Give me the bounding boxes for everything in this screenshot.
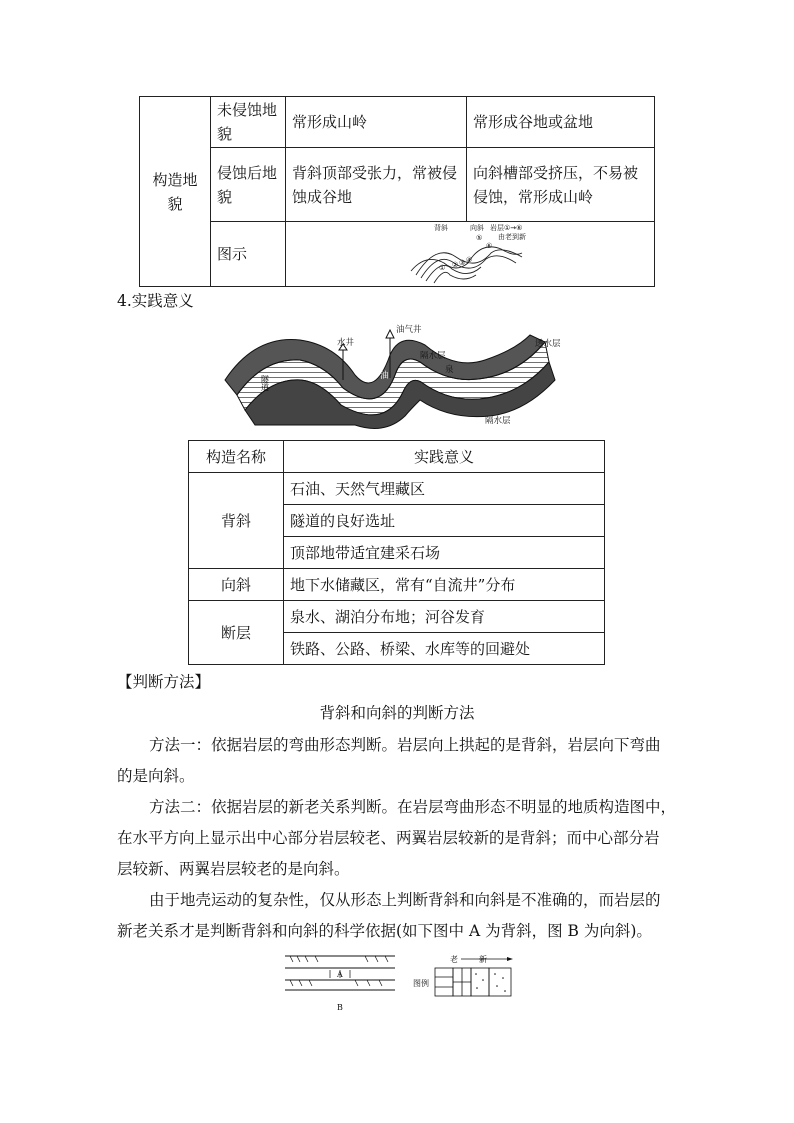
label-b: B [337, 1003, 343, 1012]
label-syncline: 向斜 [470, 224, 484, 232]
legend-old: 老 [450, 955, 458, 964]
table-cell: 地下水储藏区，常有“自流井”分布 [284, 569, 605, 601]
table-header: 实践意义 [284, 441, 605, 473]
group-name: 背斜 [189, 473, 284, 569]
label-aquiclude-1: 隔水层 [420, 351, 446, 361]
table-rowhead: 构造地 貌 [140, 97, 211, 287]
label-anticline: 背斜 [434, 224, 448, 232]
label-aquifer: 透水层 [535, 339, 561, 349]
cell-syncline: 常形成谷地或盆地 [467, 97, 655, 148]
method-p3a: 由于地壳运动的复杂性，仅从形态上判断背斜和向斜是不准确的，而岩层的 [149, 891, 661, 909]
practice-table [188, 440, 605, 665]
label-layers: 岩层①→⑥ [490, 224, 523, 232]
label-spring: 泉 [445, 365, 454, 375]
section-heading: 4.实践意义 [117, 292, 194, 310]
row-label: 侵蚀后地 貌 [211, 148, 286, 222]
method-title: 背斜和向斜的判断方法 [319, 704, 475, 722]
label-oil: 油 [380, 371, 389, 381]
label-order: 由老到新 [498, 233, 526, 241]
layer-num: ② [452, 261, 459, 269]
legend-new: 新 [479, 955, 487, 964]
label-oil-well: 油气井 [396, 325, 422, 335]
group-name: 断层 [189, 601, 284, 665]
row-label: 图示 [211, 222, 286, 287]
method-p2b: 在水平方向上显示出中心部分岩层较老、两翼岩层较新的是背斜；而中心部分岩 [117, 829, 660, 847]
method-p2c: 层较新、两翼岩层较老的是向斜。 [117, 860, 350, 878]
method-p3b: 新老关系才是判断背斜和向斜的科学依据(如下图中 A 为背斜，图 B 为向斜)。 [117, 922, 652, 940]
method-p1a: 方法一：依据岩层的弯曲形态判断。岩层向上拱起的是背斜，岩层向下弯曲 [149, 736, 661, 754]
layer-num: ⑤ [476, 234, 483, 242]
cell-syncline: 向斜槽部受挤压，不易被侵蚀，常形成山岭 [467, 148, 655, 222]
practice-diagram [215, 320, 575, 432]
fold-landform-diagram [286, 223, 654, 285]
row-label: 未侵蚀地 貌 [211, 97, 286, 148]
label-tunnel: 隧道 [260, 375, 270, 391]
legend-label: 图例 [413, 979, 429, 988]
group-name: 向斜 [189, 569, 284, 601]
method-p2a: 方法二：依据岩层的新老关系判断。在岩层弯曲形态不明显的地质构造图中， [149, 798, 677, 816]
table-cell: 泉水、湖泊分布地；河谷发育 [284, 601, 605, 633]
label-aquiclude-2: 隔水层 [485, 416, 511, 426]
method-p1b: 的是向斜。 [117, 767, 195, 785]
layer-num: ⑥ [486, 242, 493, 250]
cell-anticline: 背斜顶部受张力，常被侵蚀成谷地 [286, 148, 467, 222]
layer-num: ① [439, 264, 446, 272]
table-cell: 顶部地带适宜建采石场 [284, 537, 605, 569]
landform-table [139, 96, 655, 287]
table-cell: 铁路、公路、桥梁、水库等的回避处 [284, 633, 605, 665]
layer-num: ③ [459, 259, 466, 267]
table-header: 构造名称 [189, 441, 284, 473]
cell-anticline: 常形成山岭 [286, 97, 467, 148]
table-cell: 隧道的良好选址 [284, 505, 605, 537]
ab-fold-figure [285, 950, 525, 1012]
method-bracket: 【判断方法】 [117, 673, 211, 691]
table-cell: 石油、天然气埋藏区 [284, 473, 605, 505]
layer-num: ④ [466, 256, 473, 264]
label-water-well: 水井 [337, 338, 355, 348]
label-a: A [337, 970, 343, 979]
